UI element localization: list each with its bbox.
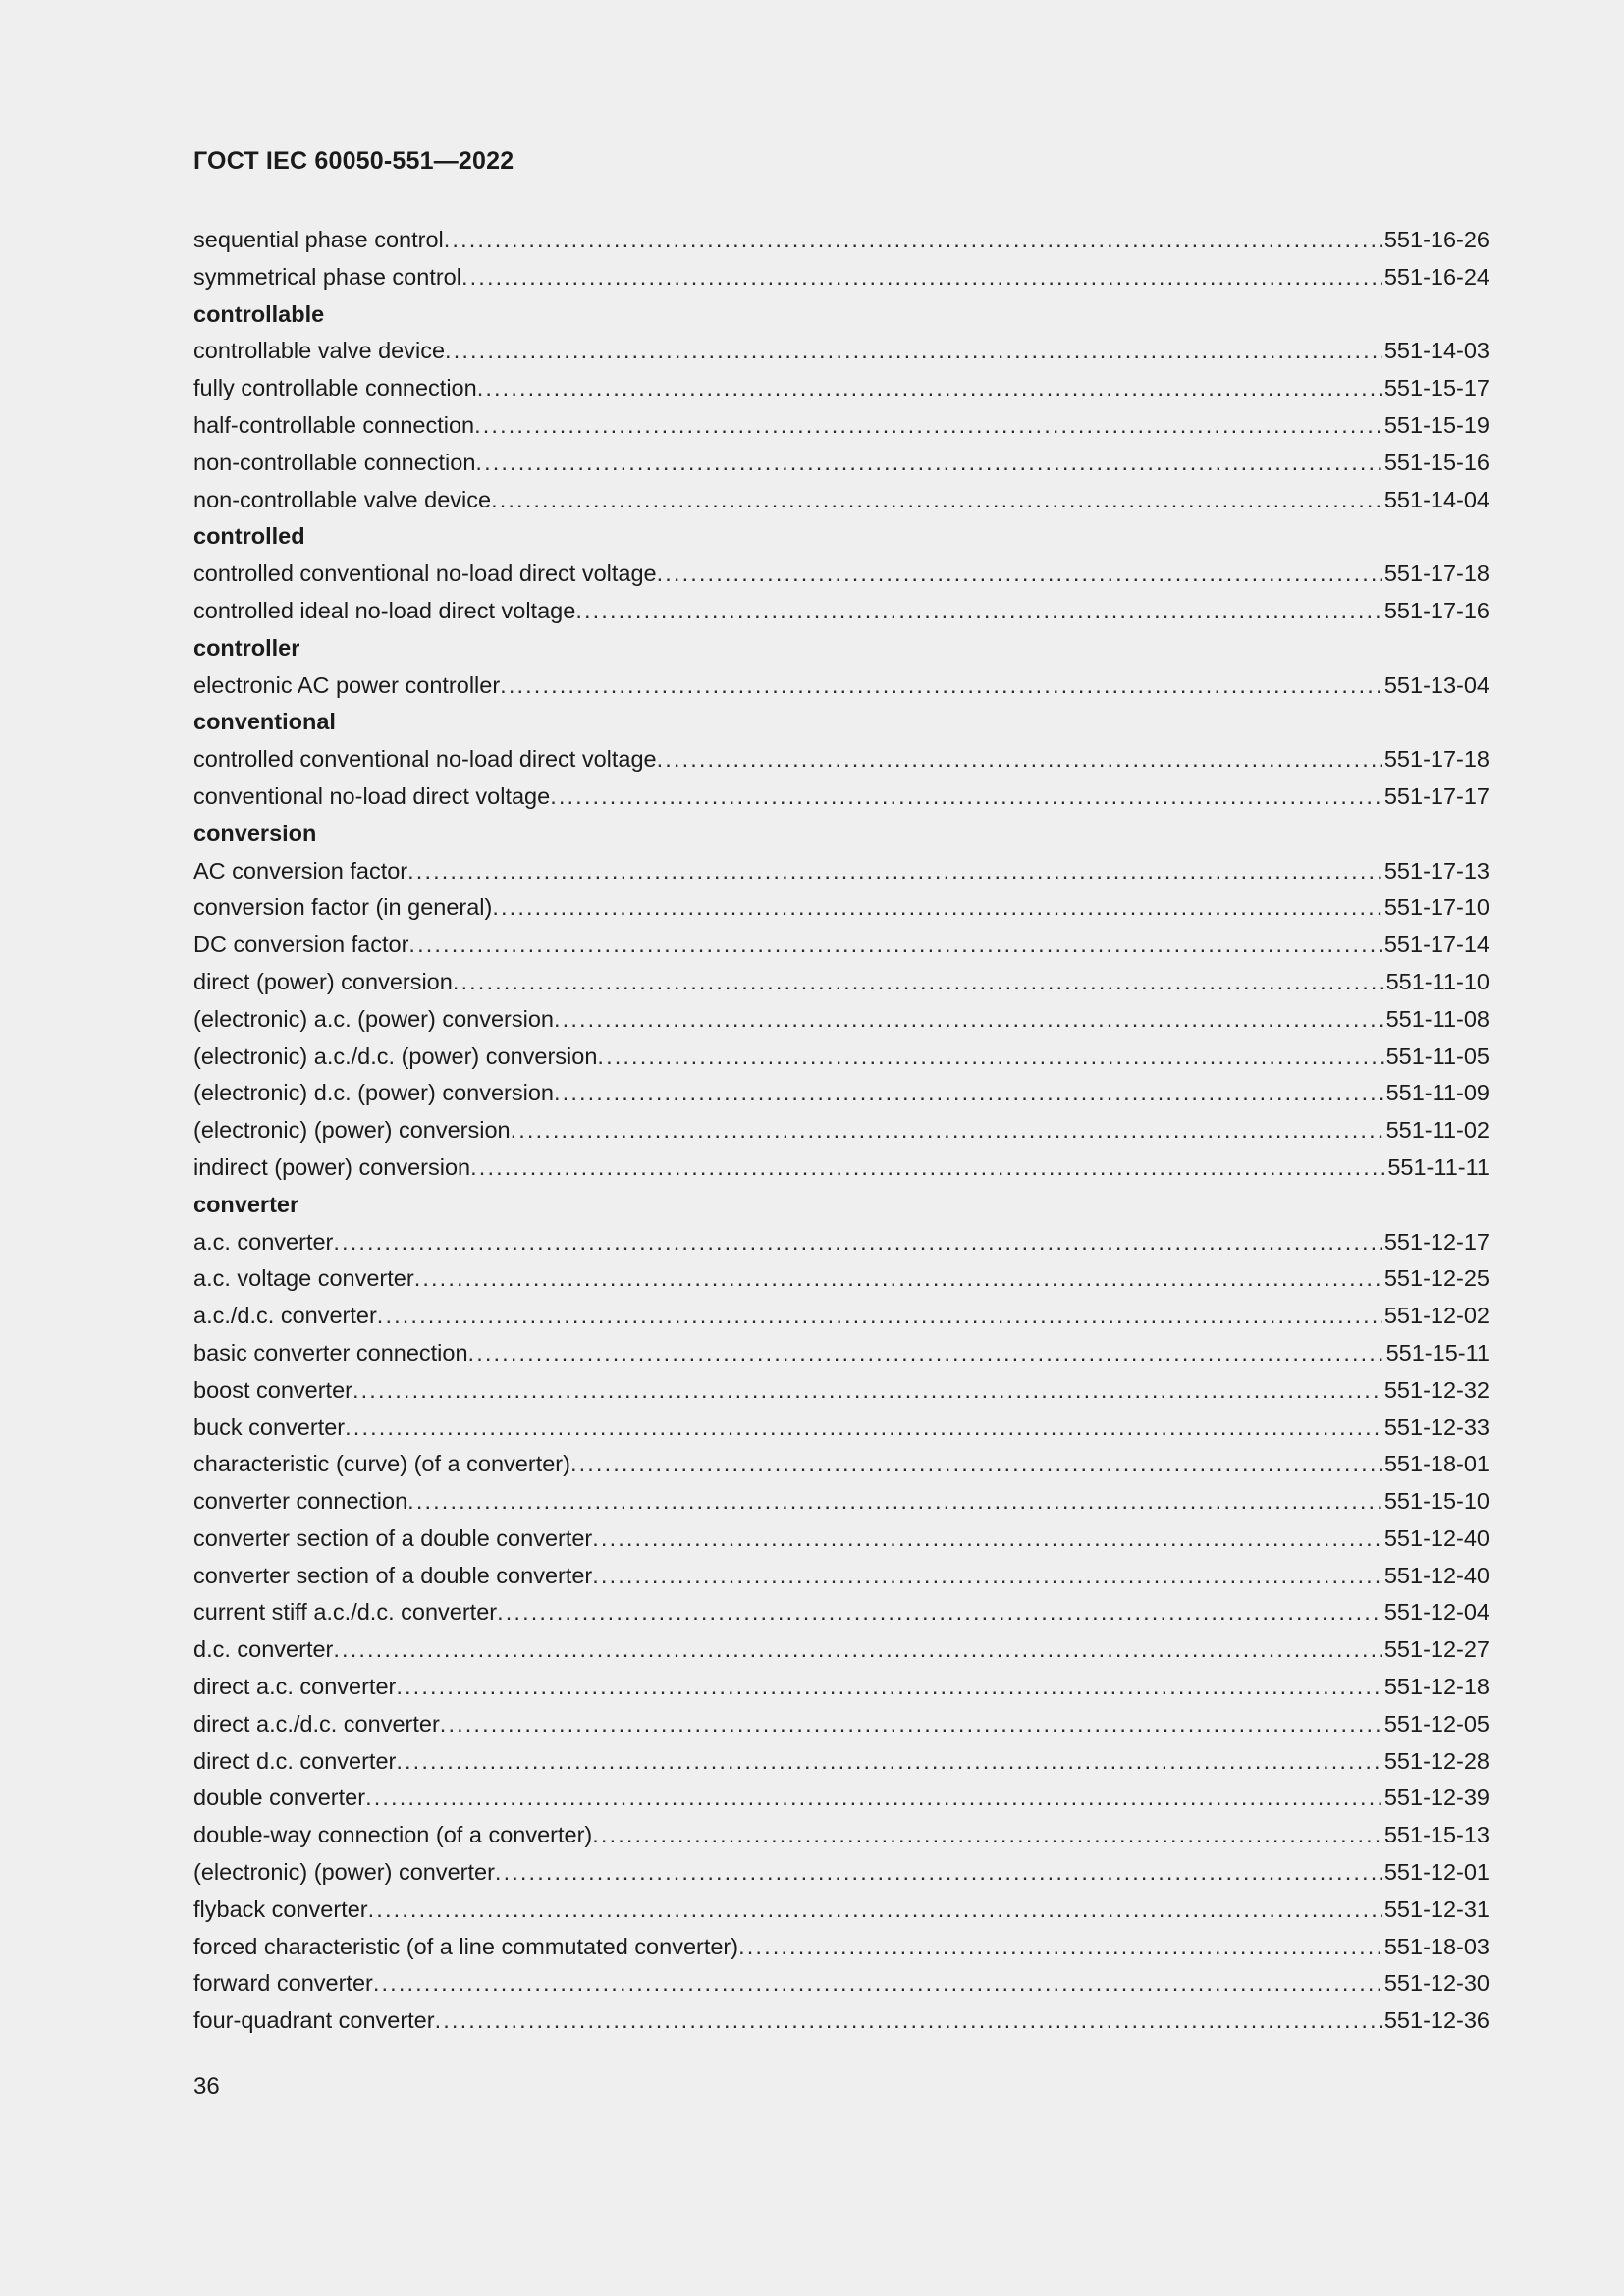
index-reference: 551-12-40 [1383, 1562, 1489, 1588]
index-entry [193, 1854, 1489, 1892]
dot-leader [657, 556, 1382, 593]
index-term: non-controllable connection [193, 449, 476, 475]
index-term: (electronic) (power) conversion [193, 1117, 511, 1144]
index-heading: conversion [193, 820, 317, 846]
index-reference: 551-12-18 [1383, 1674, 1489, 1700]
index-reference: 551-16-24 [1383, 263, 1489, 290]
dot-leader [396, 1669, 1382, 1706]
dot-leader [592, 1521, 1382, 1558]
dot-leader [396, 1743, 1382, 1781]
index-term: a.c. voltage converter [193, 1265, 414, 1292]
index-term: converter section of a double converter [193, 1524, 593, 1551]
index-reference: 551-15-11 [1385, 1339, 1489, 1365]
index-entry [193, 1260, 1489, 1298]
dot-leader [440, 1706, 1382, 1743]
index-entry [193, 1669, 1489, 1706]
index-reference: 551-12-40 [1383, 1524, 1489, 1551]
index-reference: 551-14-03 [1383, 338, 1489, 364]
dot-leader [492, 889, 1382, 927]
index-entry [193, 1112, 1489, 1149]
dot-leader [511, 1112, 1384, 1149]
dot-leader [657, 741, 1382, 778]
index-entry [193, 445, 1489, 482]
index-reference: 551-17-10 [1383, 894, 1489, 921]
dot-leader [408, 927, 1381, 964]
index-reference: 551-11-10 [1385, 968, 1489, 994]
index-term: indirect (power) conversion [193, 1153, 471, 1180]
dot-leader [365, 1780, 1382, 1817]
index-reference: 551-12-05 [1383, 1710, 1489, 1736]
dot-leader [453, 964, 1384, 1001]
index-term: forced characteristic (of a line commutated converter) [193, 1933, 739, 1959]
index-term: (electronic) d.c. (power) conversion [193, 1080, 554, 1106]
index-term: conventional no-load direct voltage [193, 782, 551, 809]
document-header: ГОСТ IEC 60050-551—2022 [193, 147, 514, 175]
index-reference: 551-18-01 [1383, 1451, 1489, 1477]
dot-leader [554, 1001, 1384, 1039]
dot-leader [333, 1631, 1381, 1669]
index-entry [193, 593, 1489, 630]
dot-leader [407, 853, 1382, 890]
index-entry [193, 259, 1489, 296]
dot-leader [575, 593, 1382, 630]
dot-leader [592, 1817, 1382, 1854]
index-entry [193, 889, 1489, 927]
dot-leader [373, 1965, 1382, 2002]
index-reference: 551-17-18 [1383, 746, 1489, 773]
index-entry [193, 407, 1489, 445]
index-term: (electronic) (power) converter [193, 1859, 495, 1886]
dot-leader [477, 370, 1382, 407]
index-reference: 551-12-30 [1383, 1970, 1489, 1997]
index-reference: 551-15-17 [1383, 375, 1489, 401]
index-entry [193, 741, 1489, 778]
index-entry [193, 1594, 1489, 1631]
index-term: d.c. converter [193, 1636, 334, 1663]
index-heading: controllable [193, 300, 325, 327]
index-term: direct a.c./d.c. converter [193, 1710, 440, 1736]
dot-leader [461, 259, 1382, 296]
index-term: four-quadrant converter [193, 2007, 435, 2034]
dot-leader [414, 1260, 1382, 1298]
index-entry [193, 1446, 1489, 1483]
index-term: direct a.c. converter [193, 1674, 397, 1700]
dot-leader [435, 2002, 1382, 2040]
dot-leader [554, 1075, 1384, 1112]
index-heading: converter [193, 1191, 299, 1217]
index-reference: 551-12-27 [1383, 1636, 1489, 1663]
index-reference: 551-12-33 [1383, 1414, 1489, 1440]
index-entry [193, 370, 1489, 407]
index-entry [193, 1410, 1489, 1447]
index-entry [193, 1521, 1489, 1558]
index-term: controlled ideal no-load direct voltage [193, 597, 576, 623]
index-entry [193, 1335, 1489, 1372]
index-entry [193, 1631, 1489, 1669]
index-term: direct (power) conversion [193, 968, 453, 994]
index-reference: 551-12-02 [1383, 1303, 1489, 1329]
dot-leader [495, 1854, 1382, 1892]
index-entry [193, 1224, 1489, 1261]
index-entry [193, 1929, 1489, 1966]
index-term: electronic AC power controller [193, 671, 501, 698]
index-term: DC conversion factor [193, 932, 409, 958]
index-reference: 551-16-26 [1383, 227, 1489, 252]
dot-leader [468, 1335, 1384, 1372]
index-term: sequential phase control [193, 227, 444, 252]
index-reference: 551-15-19 [1383, 411, 1489, 438]
index-reference: 551-11-05 [1385, 1042, 1489, 1069]
index-heading: conventional [193, 709, 336, 735]
index-entry [193, 1780, 1489, 1817]
index-entry [193, 1039, 1489, 1076]
index-entry [193, 1558, 1489, 1595]
index-reference: 551-17-16 [1383, 597, 1489, 623]
index-entry [193, 1298, 1489, 1335]
index-term: double converter [193, 1785, 366, 1811]
index-term: controlled conventional no-load direct voltage [193, 561, 657, 587]
index-entry [193, 853, 1489, 890]
index-reference: 551-12-32 [1383, 1376, 1489, 1403]
index-entry [193, 2002, 1489, 2040]
dot-leader [444, 222, 1382, 259]
index-term: converter section of a double converter [193, 1562, 593, 1588]
index-term: non-controllable valve device [193, 486, 492, 512]
index-entry [193, 1892, 1489, 1929]
index-heading: controlled [193, 523, 305, 550]
index-term: forward converter [193, 1970, 373, 1997]
index-reference: 551-17-17 [1383, 782, 1489, 809]
index-reference: 551-12-39 [1383, 1785, 1489, 1811]
index-reference: 551-15-13 [1383, 1822, 1489, 1848]
index-term: characteristic (curve) (of a converter) [193, 1451, 570, 1477]
dot-leader [597, 1039, 1383, 1076]
index-reference: 551-17-18 [1383, 561, 1489, 587]
dot-leader [491, 482, 1382, 519]
index-term: direct d.c. converter [193, 1747, 397, 1774]
index-reference: 551-18-03 [1383, 1933, 1489, 1959]
index-reference: 551-14-04 [1383, 486, 1489, 512]
index-reference: 551-13-04 [1383, 671, 1489, 698]
dot-leader [500, 667, 1382, 705]
index-entry [193, 1483, 1489, 1521]
dot-leader [377, 1298, 1382, 1335]
index-entry [193, 1001, 1489, 1039]
index-entry [193, 222, 1489, 259]
index-term: flyback converter [193, 1896, 368, 1922]
index-entry [193, 482, 1489, 519]
index-reference: 551-12-31 [1383, 1896, 1489, 1922]
index-entry [193, 927, 1489, 964]
index-term: converter connection [193, 1488, 408, 1515]
dot-leader [570, 1446, 1382, 1483]
index-reference: 551-11-09 [1385, 1080, 1489, 1106]
index-term: buck converter [193, 1414, 346, 1440]
index-term: AC conversion factor [193, 857, 408, 883]
dot-leader [445, 333, 1382, 370]
index-reference: 551-15-10 [1383, 1488, 1489, 1515]
index-term: conversion factor (in general) [193, 894, 493, 921]
index-term: (electronic) a.c./d.c. (power) conversion [193, 1042, 598, 1069]
index-reference: 551-11-02 [1385, 1117, 1489, 1144]
dot-leader [352, 1372, 1382, 1410]
index-entry [193, 964, 1489, 1001]
dot-leader [407, 1483, 1382, 1521]
index-term: controllable valve device [193, 338, 446, 364]
index-term: basic converter connection [193, 1339, 468, 1365]
index-entry [193, 1706, 1489, 1743]
dot-leader [475, 445, 1381, 482]
dot-leader [550, 778, 1382, 816]
index-reference: 551-12-25 [1383, 1265, 1489, 1292]
dot-leader [333, 1224, 1381, 1261]
index-term: half-controllable connection [193, 411, 475, 438]
index-entry [193, 1965, 1489, 2002]
index-reference: 551-12-04 [1383, 1599, 1489, 1626]
index-term: a.c./d.c. converter [193, 1303, 377, 1329]
index-reference: 551-17-14 [1383, 932, 1489, 958]
index-term: (electronic) a.c. (power) conversion [193, 1005, 554, 1032]
page-number: 36 [193, 2073, 220, 2100]
dot-leader [497, 1594, 1382, 1631]
index-entry [193, 333, 1489, 370]
dot-leader [592, 1558, 1382, 1595]
index-term: a.c. converter [193, 1228, 334, 1255]
dot-leader [345, 1410, 1382, 1447]
index-entry [193, 1743, 1489, 1781]
dot-leader [738, 1929, 1382, 1966]
dot-leader [368, 1892, 1382, 1929]
index-entry [193, 1817, 1489, 1854]
dot-leader [470, 1149, 1385, 1187]
index-entry [193, 778, 1489, 816]
dot-leader [474, 407, 1382, 445]
index-reference: 551-12-17 [1383, 1228, 1489, 1255]
index-term: controlled conventional no-load direct voltage [193, 746, 657, 773]
index-heading: controller [193, 634, 300, 661]
index-term: double-way connection (of a converter) [193, 1822, 593, 1848]
index-entry [193, 1149, 1489, 1187]
index-term: fully controllable connection [193, 375, 477, 401]
index-term: current stiff a.c./d.c. converter [193, 1599, 498, 1626]
index-entry [193, 1075, 1489, 1112]
index-entry [193, 667, 1489, 705]
index-reference: 551-15-16 [1383, 449, 1489, 475]
index-entry [193, 556, 1489, 593]
index-reference: 551-12-28 [1383, 1747, 1489, 1774]
index-reference: 551-12-01 [1383, 1859, 1489, 1886]
term-index-list [193, 222, 1489, 2040]
index-term: boost converter [193, 1376, 352, 1403]
index-reference: 551-12-36 [1383, 2007, 1489, 2034]
index-term: symmetrical phase control [193, 263, 461, 290]
index-reference: 551-17-13 [1383, 857, 1489, 883]
index-reference: 551-11-08 [1385, 1005, 1489, 1032]
index-entry [193, 1372, 1489, 1410]
index-reference: 551-11-11 [1387, 1153, 1489, 1180]
